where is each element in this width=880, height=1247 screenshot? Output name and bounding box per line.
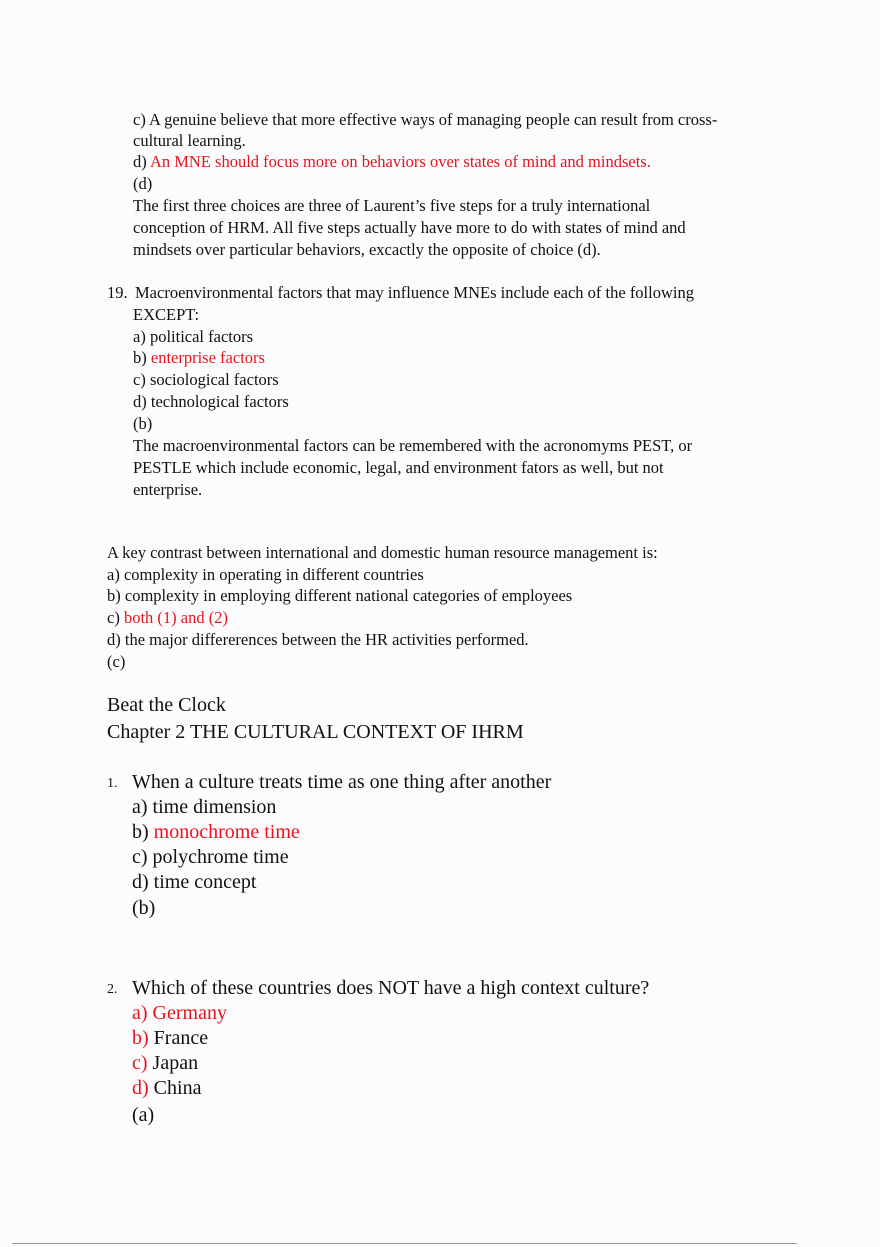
q19-option-b-text: enterprise factors xyxy=(150,348,265,367)
ch2-q1-option-a: a) time dimension xyxy=(132,796,277,818)
ch2-q1-option-b-text: monochrome time xyxy=(153,821,300,843)
q19-option-b xyxy=(133,348,265,368)
contrast-answer: (c) xyxy=(107,652,126,671)
q19-explanation-line: enterprise. xyxy=(133,480,203,499)
contrast-question: A key contrast between international and domestic human resource management is: xyxy=(107,543,658,562)
chapter-title: Chapter 2 THE CULTURAL CONTEXT OF IHRM xyxy=(107,721,524,743)
ch2-q2-option-d xyxy=(132,1076,201,1100)
contrast-option-a: a) complexity in operating in different countries xyxy=(107,565,424,584)
ch2-q2-question: Which of these countries does NOT have a high context culture? xyxy=(132,977,650,999)
prev-option-d-text: An MNE should focus more on behaviors over states of mind and mindsets. xyxy=(149,152,651,171)
ch2-q2-number: 2. xyxy=(107,982,118,997)
q19-option-a: a) political factors xyxy=(133,327,254,346)
ch2-q2-option-d-letter: d) xyxy=(132,1077,149,1099)
section-title: Beat the Clock xyxy=(107,694,226,716)
contrast-option-d: d) the major differerences between the HR activities performed. xyxy=(107,630,529,649)
ch2-q2-option-d-text: China xyxy=(148,1077,202,1099)
ch2-q2-option-c-letter: c) xyxy=(132,1052,148,1074)
prev-explanation-line: The first three choices are three of Laurent’s five steps for a truly international xyxy=(133,196,651,215)
ch2-q1-option-b-prefix: b) xyxy=(132,821,154,843)
prev-answer: (d) xyxy=(133,174,153,193)
ch2-q2-option-b xyxy=(132,1026,208,1050)
prev-explanation-line: conception of HRM. All five steps actually have more to do with states of mind and xyxy=(133,218,686,237)
q19-explanation-line: PESTLE which include economic, legal, and environment fators as well, but not xyxy=(133,458,664,477)
prev-option-d-prefix: d) xyxy=(133,152,150,171)
contrast-option-c xyxy=(107,608,228,628)
ch2-q2-answer: (a) xyxy=(132,1104,155,1126)
q19-option-b-prefix: b) xyxy=(133,348,151,367)
ch2-q2-option-c xyxy=(132,1051,198,1075)
ch2-q1-option-b xyxy=(132,820,300,844)
prev-option-c-line1: c) A genuine believe that more effective ways of managing people can result from cross- xyxy=(133,110,718,129)
ch2-q2-option-b-letter: b) xyxy=(132,1027,149,1049)
q19-option-d: d) technological factors xyxy=(133,392,289,411)
ch2-q1-option-c: c) polychrome time xyxy=(132,846,289,868)
ch2-q2-option-c-text: Japan xyxy=(147,1052,199,1074)
footer-divider xyxy=(12,1243,797,1244)
ch2-q1-number: 1. xyxy=(107,776,118,791)
prev-explanation-line: mindsets over particular behaviors, excactly the opposite of choice (d). xyxy=(133,240,601,259)
ch2-q2-option-b-text: France xyxy=(148,1027,209,1049)
ch2-q2-option-a: a) Germany xyxy=(132,1002,227,1024)
contrast-option-c-text: both (1) and (2) xyxy=(123,608,228,627)
ch2-q1-question: When a culture treats time as one thing after another xyxy=(132,771,552,793)
q19-option-c: c) sociological factors xyxy=(133,370,279,389)
ch2-q1-option-d: d) time concept xyxy=(132,871,257,893)
q19-number: 19. xyxy=(107,283,128,302)
prev-option-d xyxy=(133,152,651,172)
contrast-option-c-prefix: c) xyxy=(107,608,124,627)
q19-question-line1: Macroenvironmental factors that may influence MNEs include each of the following xyxy=(135,283,694,302)
contrast-option-b: b) complexity in employing different national categories of employees xyxy=(107,586,573,605)
q19-explanation-line: The macroenvironmental factors can be remembered with the acronomyms PEST, or xyxy=(133,436,693,455)
ch2-q1-answer: (b) xyxy=(132,897,156,919)
q19-answer: (b) xyxy=(133,414,153,433)
prev-option-c-line2: cultural learning. xyxy=(133,131,246,150)
q19-question-line2: EXCEPT: xyxy=(133,305,200,324)
